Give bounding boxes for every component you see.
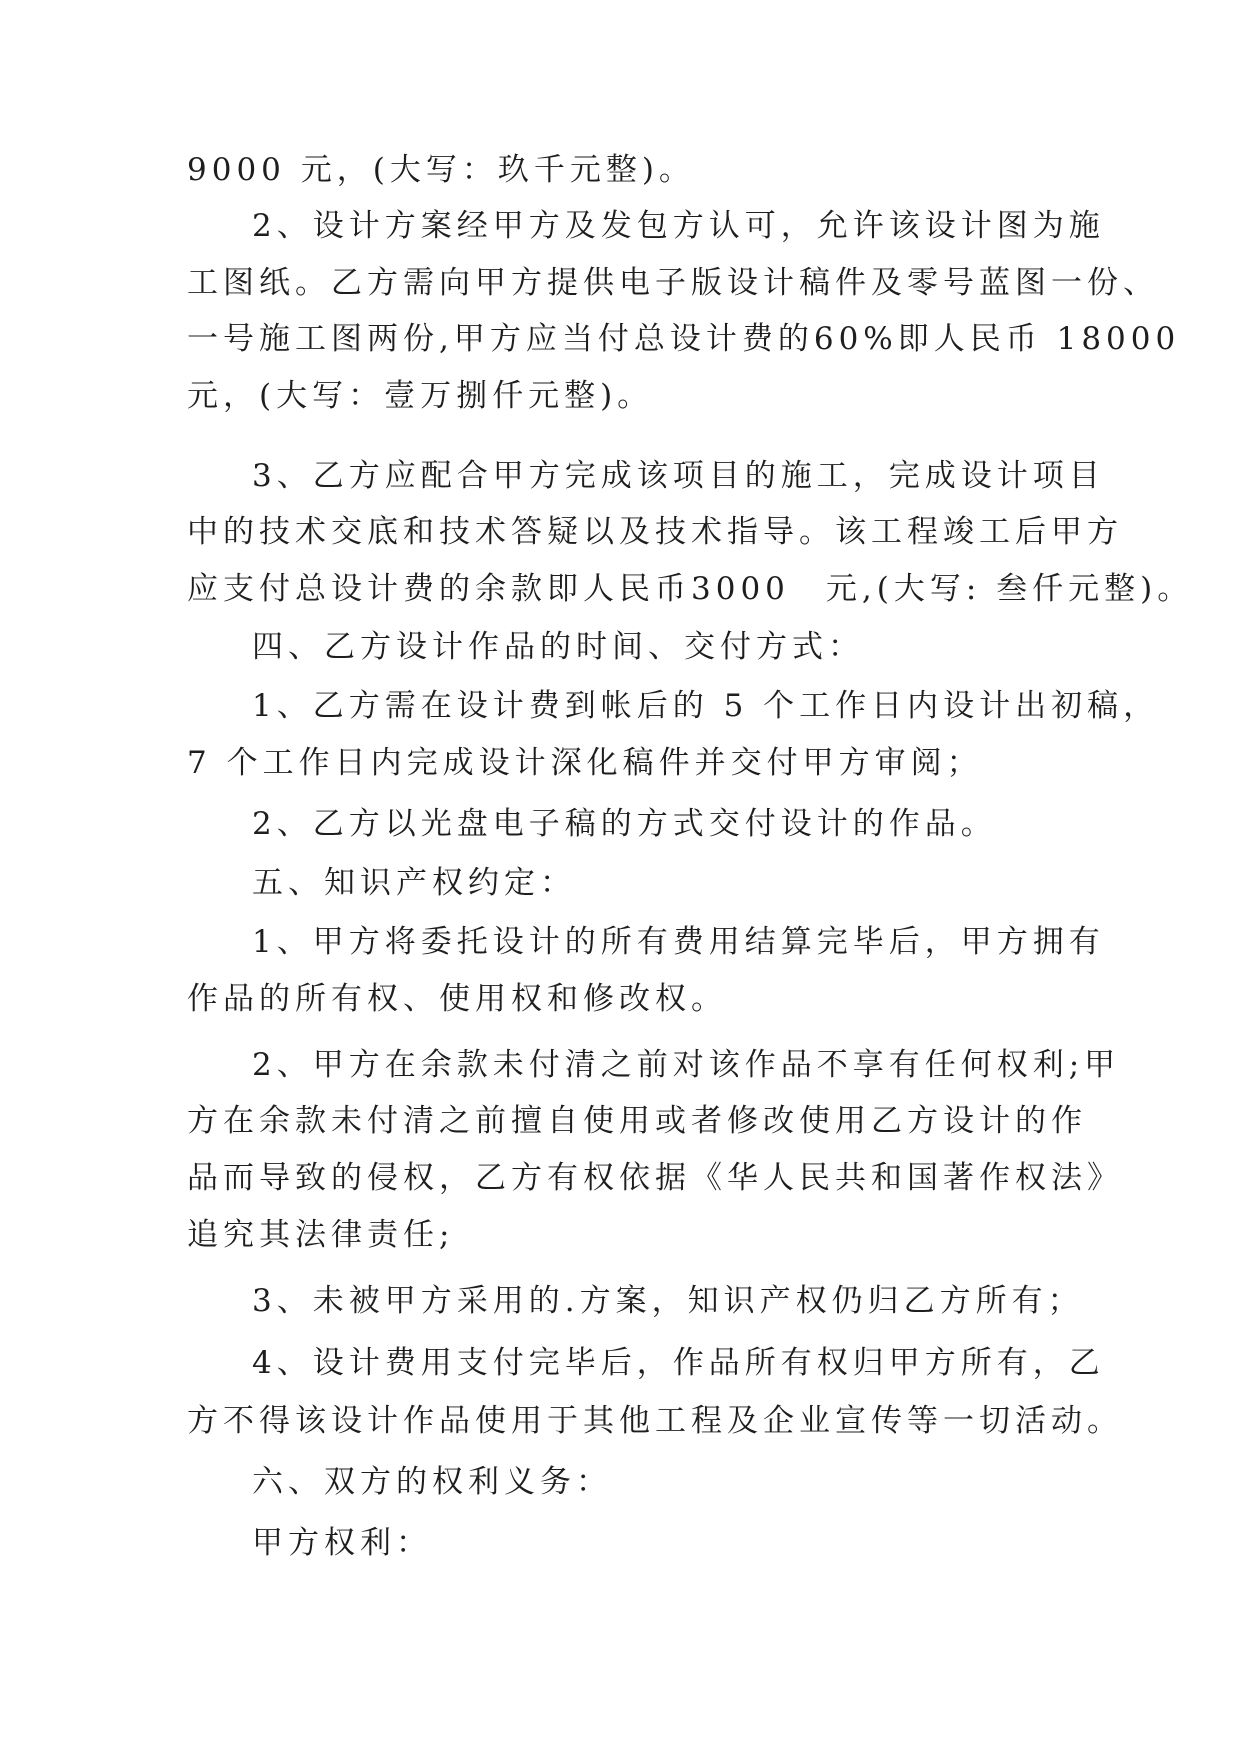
section-heading: 五、知识产权约定：	[252, 865, 576, 901]
text-line: 中的技术交底和技术答疑以及技术指导。该工程竣工后甲方	[187, 514, 1123, 550]
text-line: 7 个工作日内完成设计深化稿件并交付甲方审阅；	[187, 745, 983, 781]
text-line: 9000 元，(大写：玖千元整)。	[187, 152, 695, 188]
text-line: 4、设计费用支付完毕后，作品所有权归甲方所有，乙	[252, 1345, 1105, 1381]
text-line: 1、甲方将委托设计的所有费用结算完毕后，甲方拥有	[252, 924, 1105, 960]
text-line: 工图纸。乙方需向甲方提供电子版设计稿件及零号蓝图一份、	[187, 265, 1159, 301]
text-line: 3、未被甲方采用的.方案，知识产权仍归乙方所有；	[252, 1283, 1084, 1319]
section-heading: 甲方权利：	[252, 1525, 432, 1561]
text-line: 2、甲方在余款未付清之前对该作品不享有任何权利;甲	[252, 1047, 1121, 1083]
text-line: 2、乙方以光盘电子稿的方式交付设计的作品。	[252, 806, 997, 842]
text-line: 3、乙方应配合甲方完成该项目的施工，完成设计项目	[252, 458, 1105, 494]
text-line: 方在余款未付清之前擅自使用或者修改使用乙方设计的作	[187, 1103, 1087, 1139]
text-line: 2、设计方案经甲方及发包方认可，允许该设计图为施	[252, 208, 1105, 244]
text-line: 方不得该设计作品使用于其他工程及企业宣传等一切活动。	[187, 1403, 1123, 1439]
text-line: 一号施工图两份,甲方应当付总设计费的60%即人民币 18000	[187, 321, 1181, 357]
text-line: 应支付总设计费的余款即人民币3000 元,(大写: 叁仟元整)。	[187, 571, 1194, 607]
text-line: 元，(大写：壹万捌仟元整)。	[187, 378, 654, 414]
text-line: 1、乙方需在设计费到帐后的 5 个工作日内设计出初稿，	[252, 688, 1160, 724]
text-line: 品而导致的侵权，乙方有权依据《华人民共和国著作权法》	[187, 1160, 1123, 1196]
text-line: 作品的所有权、使用权和修改权。	[187, 981, 727, 1017]
text-line: 追究其法律责任;	[187, 1217, 455, 1253]
section-heading: 六、双方的权利义务：	[252, 1464, 612, 1500]
section-heading: 四、乙方设计作品的时间、交付方式：	[252, 629, 864, 665]
